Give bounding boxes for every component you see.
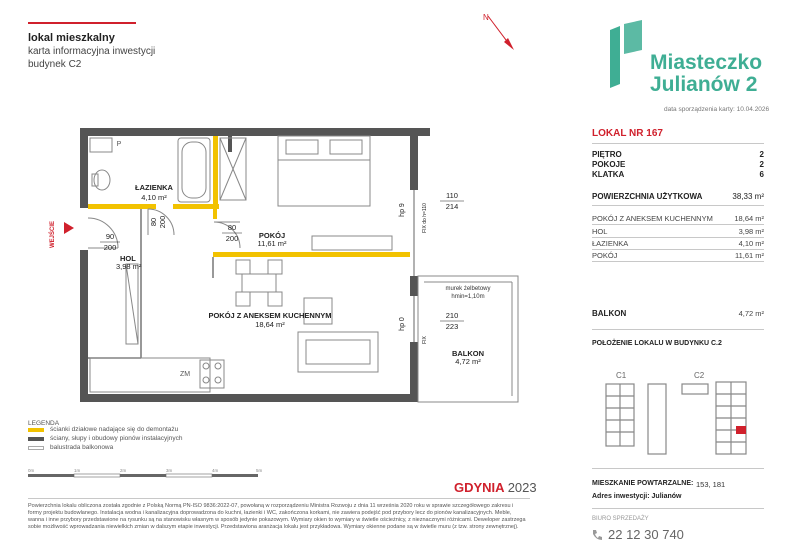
partition-wall <box>213 136 218 208</box>
area-label: POWIERZCHNIA UŻYTKOWA <box>592 192 703 201</box>
balcony-label: BALKON <box>592 309 627 318</box>
divider <box>592 143 764 144</box>
north-arrow-icon <box>480 8 520 52</box>
scale-tick: 3m <box>166 468 173 473</box>
room-row-value: 3,98 m² <box>738 227 764 236</box>
sales-label: BIURO SPRZEDAŻY <box>592 516 649 522</box>
divider <box>592 249 764 250</box>
unit-number: LOKAL NR 167 <box>592 128 663 139</box>
wall <box>80 394 410 402</box>
sofa <box>298 332 378 372</box>
page-title: lokal mieszkalny <box>28 32 115 44</box>
partition-wall <box>173 204 219 209</box>
repeat-value: 153, 181 <box>696 480 726 489</box>
city-brand: GDYNIA 2023 <box>454 480 537 495</box>
rooms-value: 2 <box>759 160 764 169</box>
wall <box>410 128 418 190</box>
legend-item: balustrada balkonowa <box>50 444 114 451</box>
p-label: P <box>116 141 122 148</box>
area-value: 38,33 m² <box>732 192 764 201</box>
wall <box>80 250 88 402</box>
room-row-value: 18,64 m² <box>734 214 764 223</box>
floor-label: PIĘTRO <box>592 150 622 159</box>
rooms-label: POKOJE <box>592 160 626 169</box>
partition-wall <box>213 209 217 219</box>
location-title: POŁOŻENIE LOKALU W BUDYNKU C.2 <box>592 340 722 347</box>
divider <box>592 329 764 330</box>
living-area: 18,64 m² <box>255 320 285 329</box>
window-height: 223 <box>445 322 459 331</box>
divider <box>592 205 764 206</box>
entrance-label: WEJŚCIE <box>50 220 56 248</box>
balcony-plan-area: 4,72 m² <box>455 357 481 366</box>
hall-area: 3,98 m² <box>116 262 142 271</box>
wall <box>410 276 418 296</box>
dining-table <box>242 274 276 292</box>
building-label: budynek C2 <box>28 59 82 70</box>
sill-height: hp 9 <box>399 203 406 217</box>
building-c2-label: C2 <box>694 371 705 380</box>
divider <box>28 498 530 499</box>
svg-text:N: N <box>483 13 489 22</box>
scale-tick: 0m <box>28 468 35 473</box>
scale-tick: 1m <box>74 468 81 473</box>
header-accent-bar <box>28 22 136 24</box>
scale-tick: 4m <box>212 468 219 473</box>
window-height: 214 <box>445 202 459 211</box>
wall <box>410 342 418 402</box>
stair-value: 6 <box>759 170 764 179</box>
room-row-label: POKÓJ <box>592 251 618 260</box>
window-width: 210 <box>445 311 459 320</box>
divider <box>592 224 764 225</box>
divider <box>592 237 764 238</box>
brand-name-line1: Miasteczko <box>650 51 763 74</box>
balcony-plan-label: BALKON <box>451 349 485 358</box>
bathroom-area: 4,10 m² <box>141 193 167 202</box>
hall-label: HOL <box>120 254 136 263</box>
building-location-map <box>592 356 764 464</box>
partition-wall <box>88 204 156 209</box>
door-width: 80 <box>149 217 158 227</box>
partition-wall <box>213 252 410 257</box>
bathroom-label: ŁAZIENKA <box>135 183 173 192</box>
room-row-label: ŁAZIENKA <box>592 239 629 248</box>
zm-label: ZM <box>180 371 191 378</box>
floor-plan <box>28 118 528 418</box>
phone-icon <box>590 528 604 542</box>
kitchen-counter <box>90 358 210 392</box>
sales-phone[interactable]: 22 12 30 740 <box>608 527 684 542</box>
footer-note: Powierzchnia lokalu obliczona została zgodnie z Polską Normą PN-ISO 9836:2022-07, powołaną w rozporządzeniu Ministra Rozwoju z dnia 11 września 2020 roku w sprawie szczegółowego zakresu i formy projektu budowlanego. Instalacja wodna i kanalizacyjna doprowadzona do kuchni, łazienki i WC, zakończona korkami, nie zawiera podejść pod przybory lecz do pionów kanalizacyjnych. Meble, wanna i inne przybory przedstawione na rysunku są na stanowisku własnym w sposób jedynie pokazowym. Wymiary okien to wymiary w świetle ościeżnicy, z nieznacznymi różnicami. Deweloper zastrzega sobie możliwość wprowadzania niewielkich zmian w dalszym etapie inwestycji. Przedstawiona aranżacja lokalu jest przykładowa. Wymiary okienne podane są w świetle muru (z tzw. strony zewnętrznej). <box>28 503 526 530</box>
divider <box>592 508 764 509</box>
bed <box>278 136 370 206</box>
door-height: 200 <box>225 234 239 243</box>
room-row-value: 11,61 m² <box>734 251 764 260</box>
scale-tick: 2m <box>120 468 127 473</box>
wc-shaft <box>90 138 112 152</box>
door-height: 200 <box>103 243 117 252</box>
legend-swatch <box>28 428 44 432</box>
brand-name-line2: Julianów 2 <box>650 73 758 96</box>
entrance-arrow-icon <box>64 222 74 234</box>
toilet <box>94 170 110 190</box>
wall-note: murek żelbetowy <box>445 286 491 292</box>
room-label: POKÓJ <box>258 231 286 240</box>
balcony-value: 4,72 m² <box>738 309 764 318</box>
address-label: Adres inwestycji: Julianów <box>592 493 682 500</box>
scale-bar <box>28 466 268 482</box>
brand-logo-icon <box>606 20 646 90</box>
wardrobe <box>312 236 392 250</box>
living-label: POKÓJ Z ANEKSEM KUCHENNYM <box>208 311 332 320</box>
divider <box>592 261 764 262</box>
room-row-label: POKÓJ Z ANEKSEM KUCHENNYM <box>592 214 713 223</box>
stair-label: KLATKA <box>592 170 625 179</box>
legend-item: ścianki działowe nadające się do demontażu <box>50 426 179 433</box>
wall <box>80 128 88 208</box>
door-width: 80 <box>227 223 237 232</box>
building-c1-label: C1 <box>616 371 627 380</box>
door-width: 90 <box>105 232 115 241</box>
unit-location-marker <box>736 426 746 434</box>
repeat-label: MIESZKANIE POWTARZALNE: <box>592 480 694 487</box>
fix-label: FIX <box>422 336 428 344</box>
floor-value: 2 <box>759 150 764 159</box>
page-subtitle: karta informacyjna inwestycji <box>28 46 156 57</box>
legend-item: ściany, słupy i obudowy pionów instalacyjnych <box>50 435 183 442</box>
card-date: data sporządzenia karty: 10.04.2026 <box>664 106 770 113</box>
divider <box>592 468 764 469</box>
door-height: 200 <box>158 215 167 229</box>
room-row-value: 4,10 m² <box>738 239 764 248</box>
sill-height: hp 0 <box>399 317 406 331</box>
room-area: 11,61 m² <box>257 239 287 248</box>
scale-tick: 5m <box>256 468 263 473</box>
legend-title: LEGENDA <box>28 420 60 427</box>
legend-swatch <box>28 437 44 441</box>
window-width: 110 <box>446 191 458 200</box>
wall <box>80 128 430 136</box>
wall-note-height: hmin=1,10m <box>451 294 485 300</box>
room-row-label: HOL <box>592 227 608 236</box>
legend-swatch <box>28 446 44 450</box>
fix-label: FIX do h=110 <box>422 203 428 233</box>
